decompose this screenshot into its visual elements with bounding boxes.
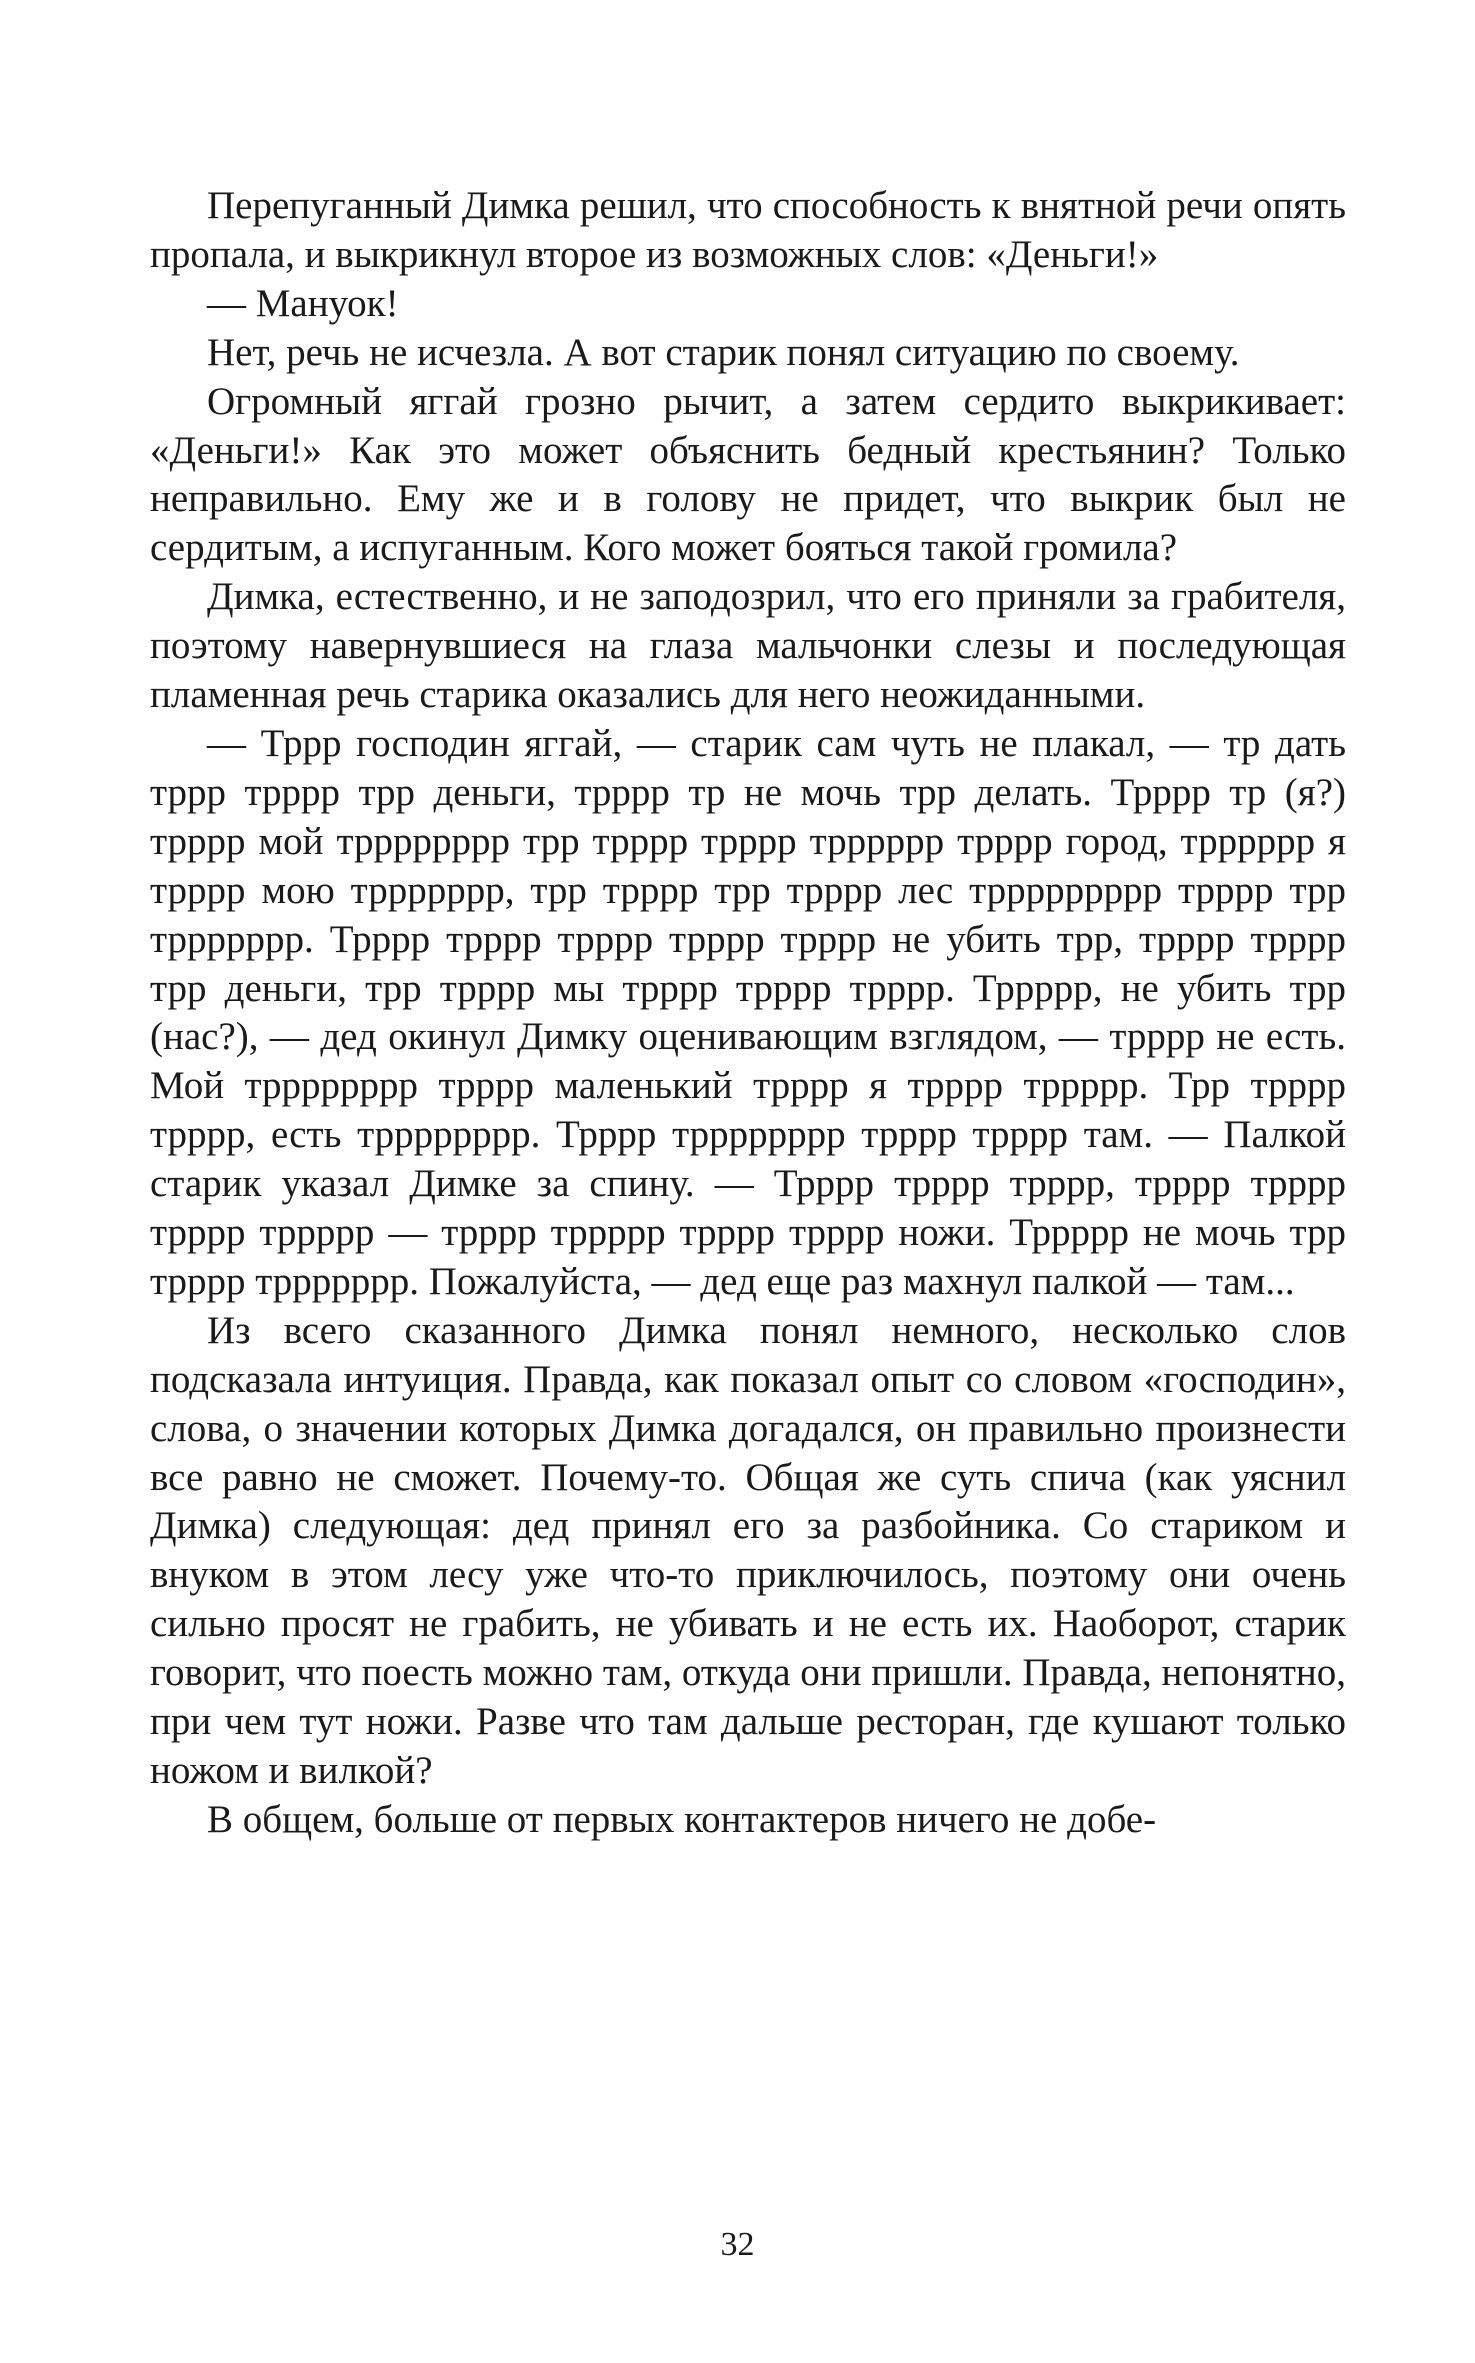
- paragraph: — Тррр господин яггай, — старик сам чуть не плакал, — тр дать тррр трррр трр деньги, трррр тр не мочь трр делать. Трррр тр (я?) трррр мой трррррррр трр трррр трррр трррррр трррр город, трррррр я трррр мою тррррррр, трр трррр трр трррр лес тррррррррр трррр трр тррррррр. Трррр трррр трррр трррр трррр не убить трр, трррр трррр трр деньги, трр трррр мы трррр трррр трррр. Тррррр, не убить трр (нас?), — дед окинул Димку оценивающим взглядом, — трррр не есть. Мой трррррррр трррр маленький трррр я трррр тррррр. Трр трррр трррр, есть трррррррр. Трррр трррррррр трррр трррр там. — Палкой старик указал Димке за спину. — Трррр трррр трррр, трррр трррр трррр тррррр — трррр тррррр трррр трррр ножи. Тррррр не мочь трр трррр тррррррр. Пожалуйста, — дед еще раз махнул палкой — там...: [150, 721, 1346, 1303]
- paragraph: Нет, речь не исчезла. А вот старик понял ситуацию по своему.: [207, 330, 1240, 374]
- body-text: [150, 182, 1346, 1845]
- paragraph: Перепуганный Димка решил, что способность к внятной речи опять пропала, и выкрикнул второе из возможных слов: «Деньги!»: [150, 184, 1346, 276]
- paragraph: — Мануок!: [207, 281, 399, 325]
- paragraph: Димка, естественно, и не заподозрил, что его приняли за грабителя, поэтому навернувшиеся на глаза мальчонки слезы и последующая пламенная речь старика оказались для него неожиданными.: [150, 575, 1346, 717]
- paragraph: Из всего сказанного Димка понял немного, несколько слов подсказала интуиция. Правда, как показал опыт со словом «господин», слова, о значении которых Димка догадался, он правильно произнести все равно не сможет. Почему-то. Общая же суть спича (как уяснил Димка) следующая: дед принял его за разбойника. Со стариком и внуком в этом лесу уже что-то приключилось, поэтому они очень сильно просят не грабить, не убивать и не есть их. Наоборот, старик говорит, что поесть можно там, откуда они пришли. Правда, непонятно, при чем тут ножи. Разве что там дальше ресторан, где кушают только ножом и вилкой?: [150, 1308, 1346, 1792]
- paragraph: В общем, больше от первых контактеров ничего не добе-: [207, 1797, 1157, 1841]
- paragraph: Огромный яггай грозно рычит, а затем сердито выкрикивает: «Деньги!» Как это может объяснить бедный крестьянин? Только неправильно. Ему же и в голову не придет, что выкрик был не сердитым, а испуганным. Кого может бояться такой громила?: [150, 379, 1346, 570]
- page-number: 32: [720, 2226, 755, 2263]
